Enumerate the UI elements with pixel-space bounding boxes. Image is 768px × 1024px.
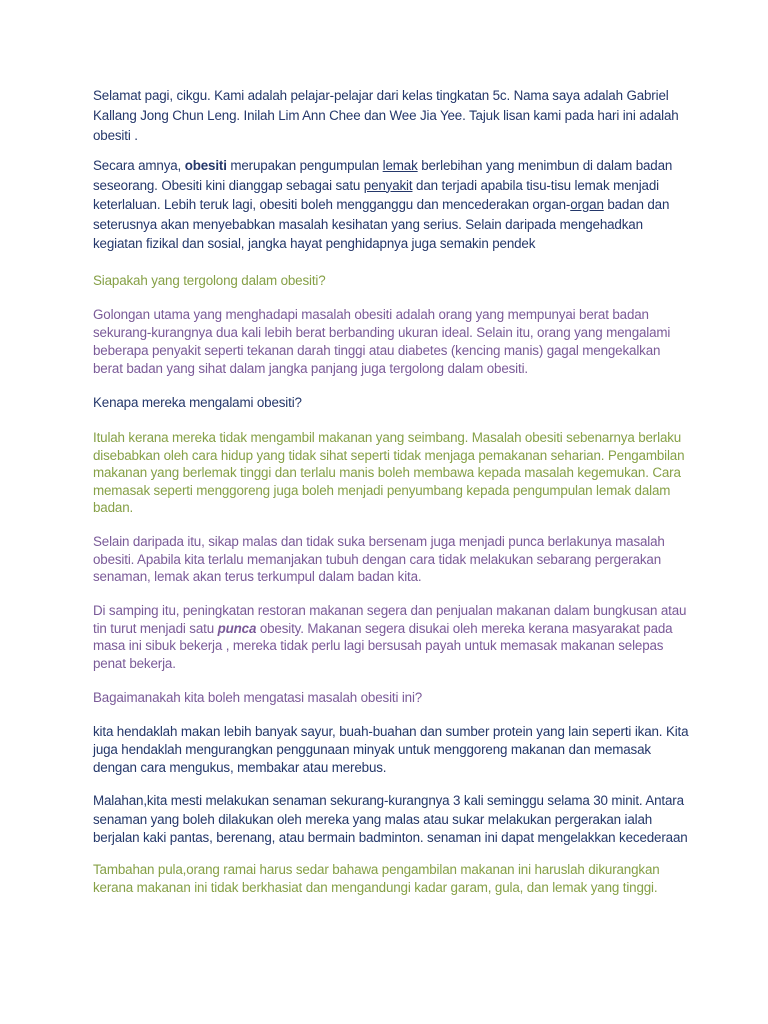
- text-run: badan dan: [603, 197, 670, 213]
- text-run: sekurang-kurangnya dua kali lebih berat berbanding ukuran ideal. Selain itu, orang yang mengalami: [93, 325, 671, 340]
- text-line: [93, 690, 422, 706]
- text-run: tin turut menjadi satu: [93, 620, 218, 636]
- text-run: dan terjadi apabila tisu-tisu lemak menjadi: [412, 177, 659, 193]
- text-run: Kallang Jong Chun Leng. Inilah Lim Ann Chee dan Wee Jia Yee. Tajuk lisan kami pada hari ini adalah: [93, 108, 679, 123]
- emphasis-text: punca: [217, 620, 257, 636]
- text-line: [93, 760, 386, 776]
- text-run: penat bekerja.: [93, 655, 176, 671]
- text-line: [93, 656, 176, 672]
- text-run: beberapa penyakit seperti tekanan darah tinggi atau diabetes (kencing manis) gagal mengekalkan: [93, 343, 661, 358]
- text-line: [93, 534, 665, 550]
- text-run: Di samping itu, peningkatan restoran makanan segera dan penjualan makanan dalam bungkusan atau: [93, 603, 687, 618]
- text-run: merupakan pengumpulan: [226, 158, 383, 173]
- text-run: obesiti. Apabila kita terlalu memanjakan tubuh dengan cara tidak melakukan sebarang pergerakan: [93, 551, 662, 567]
- text-run: Golongan utama yang menghadapi masalah obesiti adalah orang yang mempunyai berat badan: [93, 307, 649, 322]
- text-run: Bagaimanakah kita boleh mengatasi masalah obesiti ini?: [93, 690, 423, 705]
- text-line: [93, 197, 669, 213]
- text-line: [93, 108, 679, 124]
- text-line: [93, 325, 670, 341]
- text-line: [93, 812, 652, 828]
- text-run: kegiatan fizikal dan sosial, jangka hayat penghidapnya juga semakin pendek: [93, 236, 536, 252]
- text-run: masa ini sibuk bekerja , mereka tidak perlu lagi bersusah payah untuk memasak makanan selepas: [93, 638, 664, 653]
- text-run: senaman yang boleh dilakukan oleh mereka yang malas atau sukar melakukan pergerakan ialah: [93, 811, 653, 827]
- text-line: [93, 569, 421, 585]
- text-line: [93, 395, 302, 411]
- text-line: [93, 361, 528, 377]
- text-run: keterlaluan. Lebih teruk lagi, obesiti boleh mengganggu dan mencederakan organ-: [93, 197, 571, 213]
- text-line: [93, 88, 669, 104]
- text-run: senaman, lemak akan terus terkumpul dalam badan kita.: [93, 569, 422, 584]
- text-run: seseorang. Obesiti kini dianggap sebagai satu: [93, 177, 364, 193]
- text-run: berjalan kaki pantas, berenang, atau bermain badminton. senaman ini dapat mengelakkan kecederaan: [93, 830, 688, 845]
- text-line: [93, 343, 660, 359]
- text-line: [93, 430, 681, 446]
- text-line: [93, 880, 657, 896]
- text-line: [93, 273, 326, 289]
- text-run: Secara amnya,: [93, 158, 185, 173]
- text-run: dengan cara mengukus, membakar atau merebus.: [93, 760, 387, 775]
- text-run: seterusnya akan menyebabkan masalah kesihatan yang serius. Selain daripada mengehadkan: [93, 216, 643, 232]
- text-line: [93, 830, 688, 846]
- text-line: [93, 178, 659, 194]
- text-line: [93, 552, 661, 568]
- text-line: [93, 724, 688, 740]
- text-run: memasak seperti menggoreng juga boleh menjadi penyumbang kepada pengumpulan lemak dalam: [93, 482, 671, 498]
- text-line: [93, 236, 535, 252]
- text-line: [93, 217, 643, 233]
- text-run: Kenapa mereka mengalami obesiti?: [93, 395, 302, 410]
- text-run: obesity. Makanan segera disukai oleh mereka kerana masyarakat pada: [256, 620, 673, 636]
- link-text[interactable]: penyakit: [363, 177, 413, 193]
- text-line: [93, 500, 133, 516]
- text-line: [93, 862, 660, 878]
- text-run: Itulah kerana mereka tidak mengambil makanan yang seimbang. Masalah obesiti sebenarnya berlaku: [93, 430, 682, 445]
- text-run: Selain daripada itu, sikap malas dan tidak suka bersenam juga menjadi punca berlakunya masalah: [93, 534, 665, 549]
- text-run: Malahan,kita mesti melakukan senaman sekurang-kurangnya 3 kali seminggu selama 30 minit. Antara: [93, 793, 684, 808]
- text-run: Selamat pagi, cikgu. Kami adalah pelajar-pelajar dari kelas tingkatan 5c. Nama saya adalah Gabriel: [93, 88, 669, 103]
- text-line: [93, 603, 686, 619]
- text-line: [93, 793, 684, 809]
- text-line: [93, 307, 649, 323]
- text-run: berat badan yang sihat dalam jangka panjang juga tergolong dalam obesiti.: [93, 361, 528, 376]
- link-text[interactable]: lemak: [382, 158, 418, 173]
- text-line: [93, 448, 684, 464]
- text-line: [93, 483, 670, 499]
- text-run: makanan yang berlemak tinggi dan terlalu manis boleh membawa kepada masalah kegemukan. Cara: [93, 465, 681, 480]
- text-line: [93, 128, 138, 144]
- text-run: Tambahan pula,orang ramai harus sedar bahawa pengambilan makanan ini haruslah dikurangkan: [93, 862, 660, 877]
- emphasis-text: obesiti: [184, 158, 227, 173]
- text-line: [93, 465, 681, 481]
- text-run: berlebihan yang menimbun di dalam badan: [417, 158, 673, 173]
- text-run: kerana makanan ini tidak berkhasiat dan mengandungi kadar garam, gula, dan lemak yang tinggi.: [93, 880, 658, 895]
- text-line: [93, 621, 672, 637]
- text-line: [93, 158, 672, 174]
- text-run: badan.: [93, 500, 134, 515]
- text-run: obesiti .: [93, 128, 138, 143]
- text-run: juga hendaklah mengurangkan penggunaan minyak untuk menggoreng makanan dan memasak: [93, 742, 651, 757]
- link-text[interactable]: organ: [570, 197, 604, 213]
- text-run: Siapakah yang tergolong dalam obesiti?: [93, 273, 326, 288]
- text-line: [93, 638, 663, 654]
- text-run: disebabkan oleh cara hidup yang tidak sihat seperti tidak menjaga pemakanan seharian. Pengambilan: [93, 447, 685, 463]
- text-line: [93, 742, 651, 758]
- text-run: kita hendaklah makan lebih banyak sayur, buah-buahan dan sumber protein yang lain seperti ikan. Kita: [93, 724, 689, 739]
